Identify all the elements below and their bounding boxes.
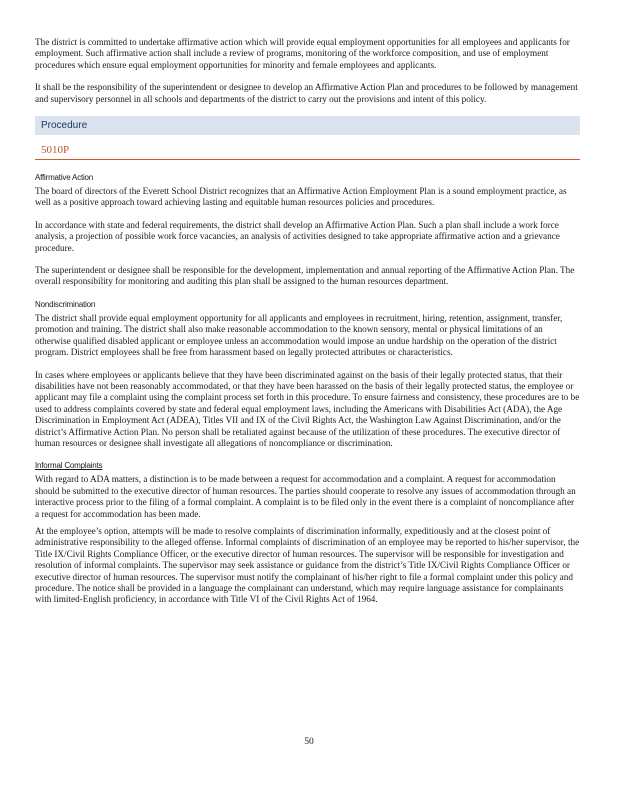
affirmative-action-paragraph-2: In accordance with state and federal requirements, the district shall develop an Affirmative Action Plan. Such a plan shall include a work force analysis, a projection of possible work force vacancies, an analysis of activities designed to take appropriate affirmative action and a grievance procedure. (35, 219, 560, 253)
procedure-header: Procedure (35, 116, 580, 135)
section-heading-nondiscrimination: Nondiscrimination (35, 299, 96, 309)
section-heading-informal-complaints (35, 460, 580, 471)
intro-paragraph-2: It shall be the responsibility of the superintendent or designee to develop an Affirmative Action Plan and procedures to be followed by management and supervisory personnel in all schools and departments of the district to carry out the provisions and intent of this policy. (35, 82, 578, 104)
page-content (35, 37, 580, 606)
informal-complaints-paragraph-2: At the employee’s option, attempts will be made to resolve complaints of discrimination informally, expeditiously and at the closest point of administrative responsibility to the alleged offense. Informal complaints of discrimination of an employee may be reported to his/her supervisor, the Title IX/Civil Rights Compliance Officer, or the executive director of human resources. The supervisor will be responsible for investigation and resolution of informal complaints. The supervisor may seek assistance or guidance from the district’s Title IX/Civil Rights Compliance Officer or executive director of human resources. The supervisor must notify the complainant of his/her right to file a formal complaint under this policy and procedure. The notice shall be provided in a language the complainant can understand, which may require language assistance for complainants with limited-English proficiency, in accordance with Title VI of the Civil Rights Act of 1964. (35, 525, 580, 605)
nondiscrimination-paragraph-2: In cases where employees or applicants believe that they have been discriminated against on the basis of their legally protected status, that their disabilities have not been reasonably accommodated, or that they have been harassed on the basis of their legally protected status, the employee or applicant may file a complaint using the complaint process set forth in this procedure. To ensure fairness and consistency, these procedures are to be used to address complaints covered by state and federal equal employment laws, including the Americans with Disabilities Act (ADA), the Age Discrimination in Employment Act (ADEA), Titles VII and IX of the Civil Rights Act, the Washington Law Against Discrimination, and/or the district’s Affirmative Action Plan. No person shall be retaliated against because of the utilization of these procedures. The executive director of human resources or designee shall investigate all allegations of noncompliance or discrimination. (35, 369, 580, 448)
informal-complaints-heading-text: Informal Complaints (35, 461, 103, 471)
intro-paragraph-1: The district is committed to undertake affirmative action which will provide equal employment opportunities for all employees and applicants for employment. Such affirmative action shall include a review of programs, monitoring of the workforce composition, and use of employment procedures which ensure equal employment opportunities for minority and female employees and applicants. (35, 37, 570, 70)
section-heading-affirmative-action: Affirmative Action (35, 173, 94, 183)
nondiscrimination-paragraph-1: The district shall provide equal employment opportunity for all applicants and employees in recruitment, hiring, retention, assignment, transfer, promotion and training. The district shall also make reasonable accommodation to the known sensory, mental or physical limitations of an otherwise qualified disabled applicant or employee unless an accommodation would impose an undue hardship on the operation of the district program. District employees shall be free from harassment based on legally protected attributes or characteristics. (35, 312, 563, 358)
informal-complaints-paragraph-1: With regard to ADA matters, a distinction is to be made between a request for accommodation and a complaint. A request for accommodation should be submitted to the executive director of human resources. The parties should cooperate to resolve any issues of accommodation through an interactive process prior to the filing of a formal complaint. A complaint is to be filed only in the event there is a complaint of noncompliance after a request for accommodation has been made. (35, 474, 576, 519)
page-number: 50 (304, 737, 314, 747)
procedure-code: 5010P (35, 143, 580, 160)
affirmative-action-paragraph-3: The superintendent or designee shall be responsible for the development, implementation and annual reporting of the Affirmative Action Plan. The overall responsibility for monitoring and auditing this plan shall be assigned to the human resources department. (35, 265, 575, 287)
affirmative-action-paragraph-1: The board of directors of the Everett School District recognizes that an Affirmative Action Employment Plan is a sound employment practice, as well as a positive approach toward achieving lasting and equitable human resources policies and procedures. (35, 186, 567, 208)
